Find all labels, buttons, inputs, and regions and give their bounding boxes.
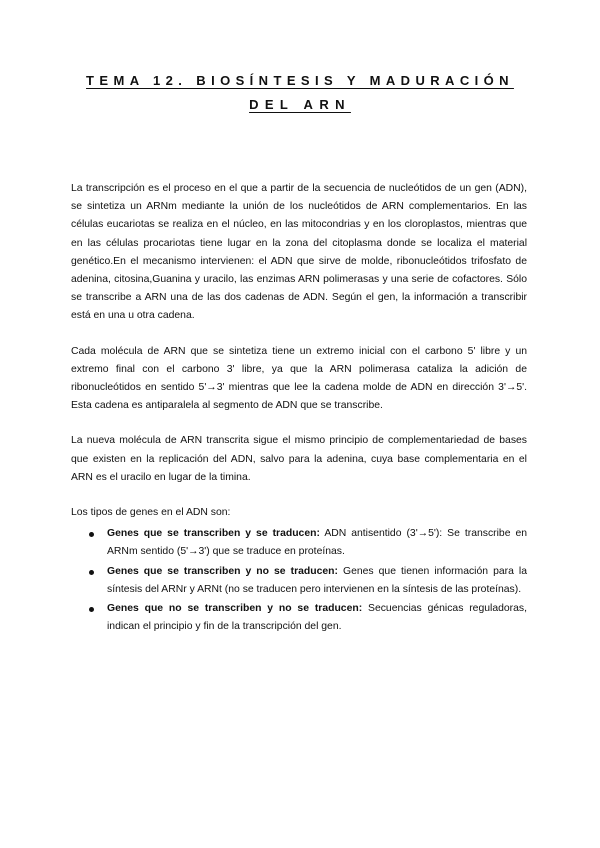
bullet-icon [89,532,94,537]
paragraph-rna-molecule: Cada molécula de ARN que se sintetiza tiene un extremo inicial con el carbono 5' libre y un extremo final con el carbono 3' libre, ya que la ARN polimerasa cataliza la adición de ribonucleótidos en sentido 5'→3' mientras que lee la cadena molde de ADN en dirección 3'→5'. Esta cadena es antiparalela al segmento de ADN que se transcribe. [71,345,527,412]
list-item-text: Genes que tienen información para la síntesis del ARNr y ARNt (no se traducen pero intervienen en la síntesis de las proteínas). [107,565,527,595]
title-line-2: DEL ARN [249,97,351,112]
list-item-label: Genes que se transcriben y no se traducen: [107,565,338,577]
list-item-text: ADN antisentido (3'→5'): Se transcribe en ARNm sentido (5'→3') que se traduce en proteínas. [107,528,528,558]
list-item [71,600,527,636]
list-intro: Los tipos de genes en el ADN son: [71,507,231,519]
list-item-label: Genes que se transcriben y se traducen: [107,528,320,540]
bullet-icon [89,607,94,612]
title-line-1: TEMA 12. BIOSÍNTESIS Y MADURACIÓN [86,73,514,88]
paragraph-complementarity: La nueva molécula de ARN transcrita sigue el mismo principio de complementariedad de bases que existen en la replicación del ADN, salvo para la adenina, cuya base complementaria en el ARN es el uracilo en lugar de la timina. [71,435,527,483]
list-item [71,525,527,561]
gene-types-list [71,525,527,636]
bullet-icon [89,570,94,575]
list-item-text: Secuencias génicas reguladoras, indican el principio y fin de la transcripción del gen. [107,603,527,633]
paragraph-transcription: La transcripción es el proceso en el que a partir de la secuencia de nucleótidos de un gen (ADN), se sintetiza un ARNm mediante la unión de los nucleótidos de ARN complementarios. En las células eucariotas se realiza en el núcleo, en las mitocondrias y en los cloroplastos, mientras que en las células procariotas tiene lugar en la zona del citoplasma donde se localiza el material genético.En el mecanismo intervienen: el ADN que sirve de molde, ribonucleótidos trifosfato de adenina, citosina,Guanina y uracilo, las enzimas ARN polimerasas y una serie de cofactores. Sólo se transcribe a ARN una de las dos cadenas de ADN. Según el gen, la información a transcribir está en una u otra cadena. [71,183,527,322]
document-body [71,180,527,637]
list-item [71,563,527,599]
list-item-label: Genes que no se transcriben y no se traducen: [107,603,363,615]
